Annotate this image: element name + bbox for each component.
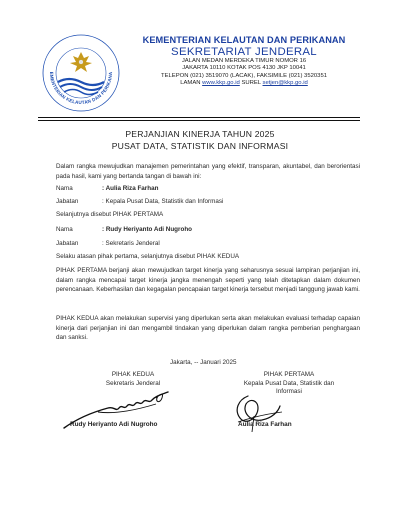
first-party-name: : Aulia Riza Farhan (102, 185, 159, 192)
surel-label: SUREL (241, 79, 261, 86)
address-line-2: JAKARTA 10110 KOTAK POS 4130 JKP 10041 (182, 65, 306, 72)
intro-paragraph: Dalam rangka mewujudkan manajemen pemerintahan yang efektif, transparan, akuntabel, dan berorientasi pada hasil, kami yang bertanda tangan di bawah ini: (56, 163, 360, 180)
first-party-name-row (56, 185, 158, 192)
document-subtitle: PUSAT DATA, STATISTIK DAN INFORMASI (111, 141, 289, 151)
supervision-paragraph: PIHAK KEDUA akan melakukan supervisi yang diperlukan serta akan melakukan evaluasi terhadap capaian kinerja dari perjanjian ini dan mengambil tindakan yang diperlukan dalam rangka pemberian penghargaan dan sanksi. (56, 315, 360, 342)
ministry-logo (40, 32, 122, 114)
pihak-kedua-label: PIHAK KEDUA (111, 371, 155, 378)
logo-ring-text: EMENTERIAN KELAUTAN DAN PERIKANA (48, 71, 114, 106)
left-signer-name: Rudy Heriyanto Adi Nugroho (70, 421, 158, 428)
second-party-position: : Sekretaris Jenderal (102, 240, 160, 247)
right-signer-name: Aulia Riza Farhan (238, 421, 292, 428)
letterhead-divider-thin (38, 120, 360, 121)
name-label: Nama (56, 185, 73, 192)
pihak-pertama-label: PIHAK PERTAMA (263, 371, 315, 378)
garuda-icon (70, 52, 92, 72)
position-label: Jabatan (56, 240, 79, 247)
address-line-1: JALAN MEDAN MERDEKA TIMUR NOMOR 16 (181, 58, 307, 64)
email-link[interactable]: setjen@kkp.go.id (262, 79, 308, 86)
name-label: Nama (56, 226, 73, 233)
left-signer-title: Sekretaris Jenderal (105, 379, 161, 387)
ministry-name: KEMENTERIAN KELAUTAN DAN PERIKANAN (142, 35, 346, 45)
document-title: PERJANJIAN KINERJA TAHUN 2025 (125, 129, 275, 139)
web-line (118, 80, 370, 87)
first-party-position-row (56, 198, 223, 205)
letterhead-divider (38, 117, 360, 118)
commitment-paragraph: PIHAK PERTAMA berjanji akan mewujudkan target kinerja yang seharusnya sesuai lampiran perjanjian ini, dalam rangka mencapai target kinerja jangka menengah seperti yang telah ditetapkan dalam dokumen perencanaan. Keberhasilan dan kegagalan pencapaian target kinerja tersebut menjadi tanggung jawab kami. (56, 267, 360, 294)
letterhead (118, 35, 370, 87)
secretariat-name: SEKRETARIAT JENDERAL (171, 46, 317, 58)
position-label: Jabatan (56, 198, 79, 205)
first-party-position: : Kepala Pusat Data, Statistik dan Informasi (102, 198, 224, 205)
second-party-name-row (56, 226, 192, 233)
laman-label: LAMAN (180, 79, 201, 86)
second-party-position-row (56, 240, 160, 247)
right-signer-title-2: Informasi (276, 388, 302, 396)
phone-line: TELEPON (021) 3519070 (LACAK), FAKSIMILE (021) 3520351 (160, 72, 327, 79)
second-party-name: : Rudy Heriyanto Adi Nugroho (102, 226, 193, 233)
first-party-designation: Selanjutnya disebut PIHAK PERTAMA (56, 211, 164, 218)
place-date: Jakarta, -- Januari 2025 (170, 359, 237, 366)
second-party-designation: Selaku atasan pihak pertama, selanjutnya disebut PIHAK KEDUA (56, 253, 240, 260)
right-signer-title-1: Kepala Pusat Data, Statistik dan (243, 379, 335, 387)
right-signature (228, 388, 288, 436)
website-link[interactable]: www.kkp.go.id (202, 79, 240, 86)
